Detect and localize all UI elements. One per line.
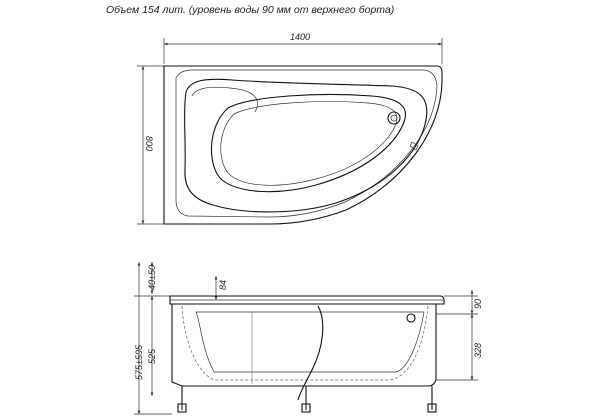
top-view xyxy=(137,32,442,224)
bowl-inner-oval xyxy=(211,95,405,192)
water-level-label: 90 xyxy=(473,298,483,309)
backrest-line xyxy=(192,87,258,112)
drain-icon xyxy=(388,112,400,124)
bowl-interior xyxy=(196,312,424,372)
length-label: 1400 xyxy=(290,32,311,42)
depth-label: 328 xyxy=(473,342,483,358)
body-height-label: 525 xyxy=(147,348,157,364)
drain-inner-icon xyxy=(391,115,397,121)
step-84-label: 84 xyxy=(218,279,228,290)
width-label: 800 xyxy=(144,136,154,152)
bowl-profile-dashed xyxy=(182,306,428,380)
bowl-bottom-oval xyxy=(221,101,397,185)
front-body-outline xyxy=(172,304,436,386)
front-view xyxy=(134,262,483,414)
overflow-knob-icon xyxy=(407,314,415,322)
total-height-label: 575±595 xyxy=(134,345,144,380)
legs xyxy=(178,386,436,412)
tub-outer-contour xyxy=(164,66,442,224)
tub-rim-contour xyxy=(176,70,437,217)
rim-height-label: 40±50 xyxy=(147,265,157,290)
caption-text: Объем 154 лит. (уровень воды 90 мм от верхнего борта) xyxy=(106,4,395,16)
